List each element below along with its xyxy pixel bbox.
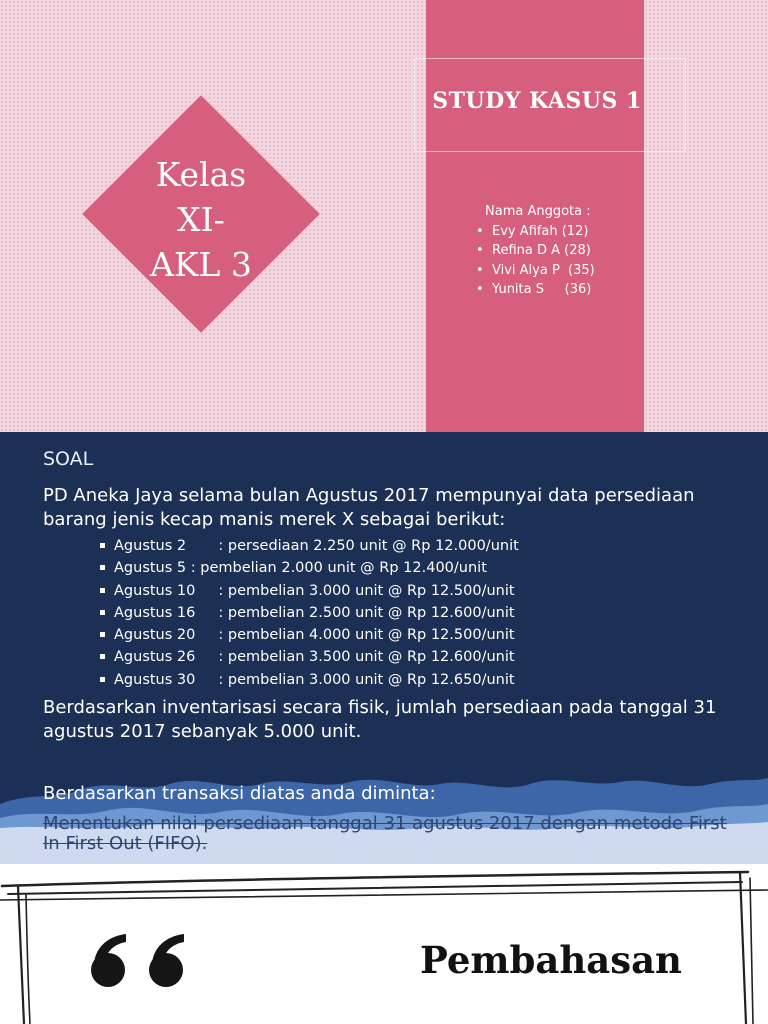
transaction-item: Agustus 16 : pembelian 2.500 unit @ Rp 12.600/unit (100, 602, 519, 624)
task-text: Menentukan nilai persediaan tanggal 31 agustus 2017 dengan metode First In First Out (FIFO). (43, 813, 727, 854)
member-heading: Nama Anggota : (485, 204, 591, 219)
slide-1 (0, 0, 768, 432)
member-item: • Vivi Alya P (35) (470, 261, 595, 281)
transaction-item: Agustus 20 : pembelian 4.000 unit @ Rp 12.500/unit (100, 624, 519, 646)
transaction-item: Agustus 30 : pembelian 3.000 unit @ Rp 12.650/unit (100, 669, 519, 691)
problem-intro: PD Aneka Jaya selama bulan Agustus 2017 mempunyai data persediaan barang jenis kecap manis merek X sebagai berikut: (43, 485, 695, 530)
class-label (130, 152, 272, 287)
slide-3 (0, 864, 768, 1024)
member-item: • Yunita S (36) (470, 280, 595, 300)
slide-2 (0, 432, 768, 864)
section-heading: SOAL (43, 448, 94, 470)
transaction-item: Agustus 26 : pembelian 3.500 unit @ Rp 12.600/unit (100, 646, 519, 668)
class-line: XI- (177, 200, 225, 239)
member-list (470, 202, 595, 300)
transaction-item: Agustus 10 : pembelian 3.000 unit @ Rp 12.500/unit (100, 580, 519, 602)
transaction-item: Agustus 2 : persediaan 2.250 unit @ Rp 12.000/unit (100, 535, 519, 557)
class-line: Kelas (155, 155, 247, 194)
physical-inventory-text: Berdasarkan inventarisasi secara fisik, jumlah persediaan pada tanggal 31 agustus 2017 sebanyak 5.000 unit. (43, 697, 717, 742)
transaction-item: Agustus 5 : pembelian 2.000 unit @ Rp 12.400/unit (100, 557, 519, 579)
open-quote-icon (84, 930, 194, 992)
member-item: • Evy Afifah (12) (470, 222, 595, 242)
slide-title: STUDY KASUS 1 (432, 88, 642, 114)
section-title: Pembahasan (420, 938, 682, 982)
task-intro: Berdasarkan transaksi diatas anda diminta: (43, 783, 436, 804)
class-line: AKL 3 (150, 245, 252, 284)
member-item: • Refina D A (28) (470, 241, 595, 261)
transaction-list (100, 535, 519, 691)
